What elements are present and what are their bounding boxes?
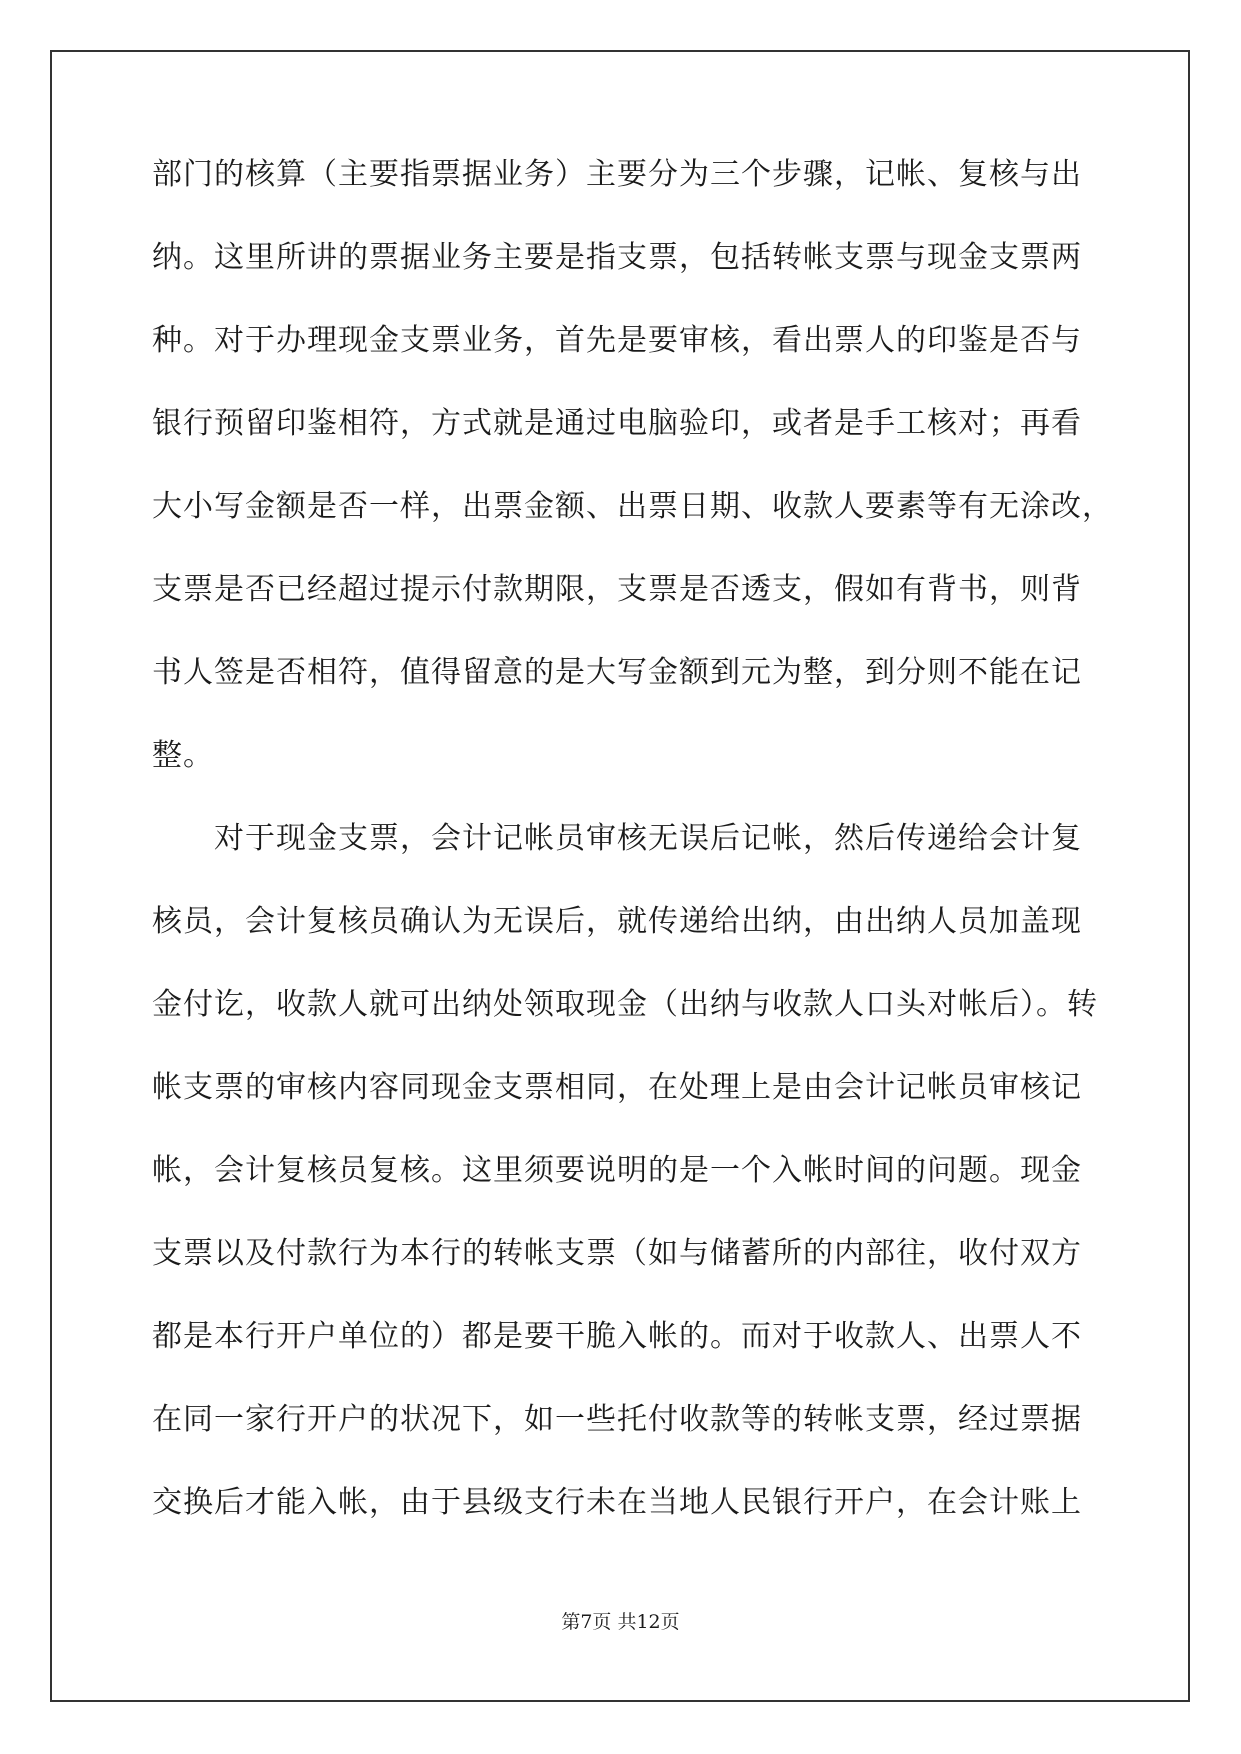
page-number-footer: 第7页 共12页	[561, 1611, 680, 1633]
text-line: 大小写金额是否一样，出票金额、出票日期、收款人要素等有无涂改，	[152, 489, 1113, 524]
text-line: 交换后才能入帐，由于县级支行未在当地人民银行开户，在会计账上	[152, 1485, 1082, 1520]
text-line: 银行预留印鉴相符，方式就是通过电脑验印，或者是手工核对；再看	[152, 406, 1082, 441]
text-line: 帐，会计复核员复核。这里须要说明的是一个入帐时间的问题。现金	[152, 1153, 1082, 1188]
document-body	[152, 157, 1113, 1571]
text-line: 都是本行开户单位的）都是要干脆入帐的。而对于收款人、出票人不	[152, 1319, 1082, 1354]
text-line: 在同一家行开户的状况下，如一些托付收款等的转帐支票，经过票据	[152, 1402, 1082, 1437]
text-line: 支票是否已经超过提示付款期限，支票是否透支，假如有背书，则背	[152, 572, 1082, 607]
text-line: 帐支票的审核内容同现金支票相同，在处理上是由会计记帐员审核记	[152, 1070, 1082, 1105]
text-line: 支票以及付款行为本行的转帐支票（如与储蓄所的内部往，收付双方	[152, 1236, 1082, 1271]
text-line: 部门的核算（主要指票据业务）主要分为三个步骤，记帐、复核与出	[152, 157, 1082, 192]
paragraph-start-line: 对于现金支票，会计记帐员审核无误后记帐，然后传递给会计复	[214, 821, 1082, 856]
text-line: 核员，会计复核员确认为无误后，就传递给出纳，由出纳人员加盖现	[152, 904, 1082, 939]
text-line: 书人签是否相符，值得留意的是大写金额到元为整，到分则不能在记	[152, 655, 1082, 690]
text-line: 金付讫，收款人就可出纳处领取现金（出纳与收款人口头对帐后）。转	[152, 987, 1098, 1022]
text-line: 种。对于办理现金支票业务，首先是要审核，看出票人的印鉴是否与	[152, 323, 1082, 358]
text-line: 纳。这里所讲的票据业务主要是指支票，包括转帐支票与现金支票两	[152, 240, 1082, 275]
text-line: 整。	[152, 738, 214, 773]
